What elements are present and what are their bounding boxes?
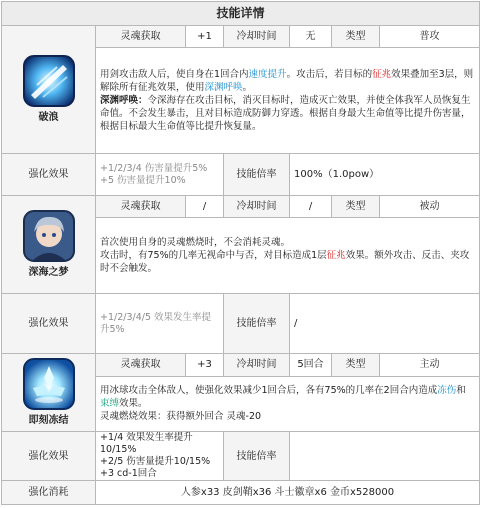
soul-gain-label: 灵魂获取 [96,354,186,377]
skill-1-enhance: +1/2/3/4 伤害量提升5% +5 伤害量提升10% [96,154,224,196]
ice-crystal-icon [23,358,75,410]
skill-2-enhance: +1/2/3/4/5 效果发生率提升5% [96,294,224,354]
skill-1-type: 普攻 [380,26,480,48]
blue-slash-icon [23,55,75,107]
type-label: 类型 [332,354,380,377]
skill-1-icon-cell [2,26,96,154]
bind-keyword[interactable]: 束缚 [100,398,120,410]
enhance-cost-label: 强化消耗 [2,481,96,505]
skill-2-name: 深海之梦 [28,267,69,278]
skill-3-description: 用冰球攻击全体敌人，使强化效果减少1回合后，各有75%的几率在2回合内造成冻伤和束缚效果。 灵魂燃烧效果：获得额外回合 灵魂-20 [96,376,480,431]
soul-gain-label: 灵魂获取 [96,26,186,48]
skill-table [1,1,480,505]
skill-2-soul: / [186,196,224,218]
skill-3-multiplier [290,432,480,481]
skill-3-name: 即刻冻结 [28,415,69,426]
skill-3-soul: +3 [186,354,224,377]
cooldown-label: 冷却时间 [224,196,290,218]
multiplier-label: 技能倍率 [224,432,290,481]
abyss-call-keyword[interactable]: 深渊呼唤 [204,82,243,93]
skill-1-description: 用剑攻击敌人后，使自身在1回合内速度提升。攻击后，若目标的征兆效果叠加至3层，则解除所有征兆效果，使用深渊呼唤。 深渊呼唤：令深海存在攻击目标，消灭目标时，造成灭亡效果，并使全体我军人员恢复生命值。不会发生暴击，且对目标造成防御力穿透。根据自身最大生命值等比提升伤害量，根据目标最大生命值等比提升恢复量。 [96,48,480,154]
type-label: 类型 [332,196,380,218]
skill-2-cooldown: / [290,196,332,218]
enhance-label: 强化效果 [2,154,96,196]
enhance-cost-value: 人参x33 皮剑鞘x36 斗士徽章x6 金币x528000 [96,481,480,505]
speed-up-keyword[interactable]: 速度提升 [248,69,287,80]
cooldown-label: 冷却时间 [224,354,290,377]
page-title: 技能详情 [2,2,480,26]
skill-1-name: 破浪 [38,112,59,123]
character-portrait-icon [23,210,75,262]
type-label: 类型 [332,26,380,48]
skill-1-cooldown: 无 [290,26,332,48]
skill-2-description: 首次使用自身的灵魂燃烧时，不会消耗灵魂。 攻击时，有75%的几率无视命中与否，对目标造成1层征兆效果。额外攻击、反击、夹攻时不会触发。 [96,218,480,294]
enhance-label: 强化效果 [2,294,96,354]
multiplier-label: 技能倍率 [224,154,290,196]
skill-3-type: 主动 [380,354,480,377]
skill-1-soul: +1 [186,26,224,48]
frostbite-keyword[interactable]: 冻伤 [437,385,457,397]
skill-2-multiplier: / [290,294,480,354]
cooldown-label: 冷却时间 [224,26,290,48]
soul-gain-label: 灵魂获取 [96,196,186,218]
abyss-call-text: 令深海存在攻击目标，消灭目标时，造成灭亡效果，并使全体我军人员恢复生命值。不会发生暴击，且对目标造成防御力穿透。根据自身最大生命值等比提升伤害量，根据目标最大生命值等比提升恢复量。 [100,95,471,132]
abyss-call-title: 深渊呼唤： [100,95,148,106]
omen-keyword[interactable]: 征兆 [372,69,392,80]
skill-3-cooldown: 5回合 [290,354,332,377]
skill-3-icon-cell [2,354,96,432]
multiplier-label: 技能倍率 [224,294,290,354]
skill-3-enhance: +1/4 效果发生率提升10/15% +2/5 伤害量提升10/15% +3 cd-1回合 [96,432,224,481]
skill-1-multiplier: 100%（1.0pow） [290,154,480,196]
omen-keyword[interactable]: 征兆 [326,250,346,261]
enhance-label: 强化效果 [2,432,96,481]
skill-2-type: 被动 [380,196,480,218]
skill-2-icon-cell [2,196,96,294]
